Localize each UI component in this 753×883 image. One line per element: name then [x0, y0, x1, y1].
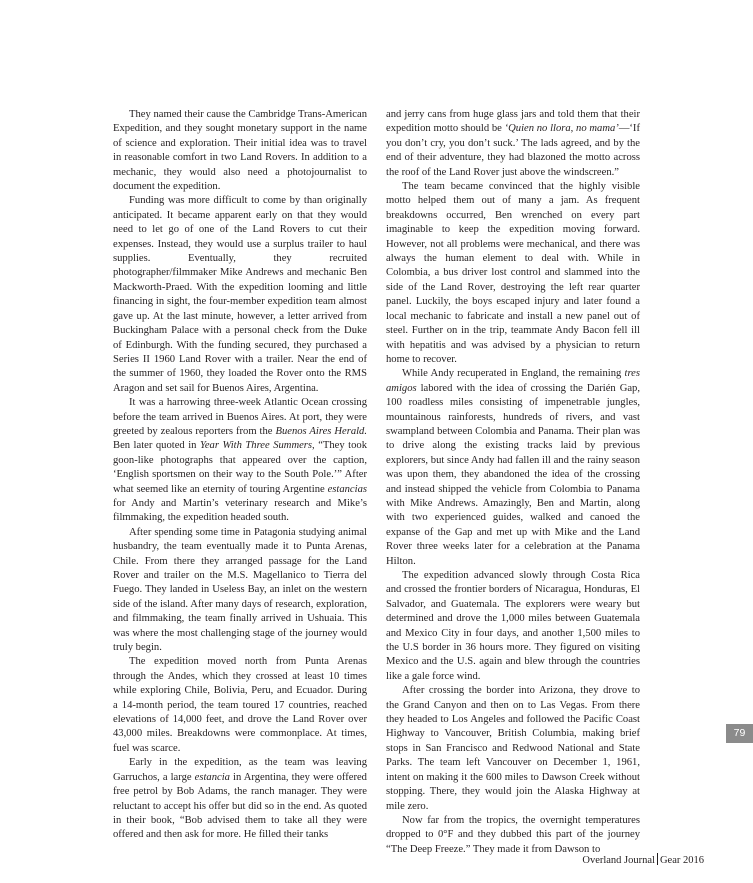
footer-divider: [657, 853, 658, 865]
paragraph-9: While Andy recuperated in England, the remaining tres amigos labored with the idea of crossing the Darién Gap, 100 roadless miles consisting of impenetrable jungles, mountainous rainforests, hundreds of rivers, and vast swampland between Colombia and Panama. Their plan was to drive along the existing tracks laid by previous explorers, but since Andy had fallen ill and the rainy season was upon them, they abandoned the idea of the crossing and instead shipped the vehicle from Colombia to Panama with Mike Andrews. Amazingly, Ben and Martin, along with two experienced guides, walked and canoed the expanse of the Gap and met up with Mike and the Land Rover three weeks later for a celebration at the Panama Hilton.: [386, 368, 640, 567]
motto: ‘Quien no llora, no mama’: [504, 123, 619, 135]
article-column-left: [113, 108, 367, 843]
publication-name: Overland Journal: [582, 855, 655, 866]
paragraph-4: After spending some time in Patagonia studying animal husbandry, the team eventually made it to Punta Arenas, Chile. From there they arranged passage for the Land Rover and trailer on the M.S. Magellanico to Tierra del Fuego. They landed in Useless Bay, an inlet on the western side of the island. After many days of research, exploration, and filmmaking, the team finally arrived in Ushuaia. This was where the most challenging stage of the journey would truly begin.: [113, 526, 367, 654]
paragraph-12: Now far from the tropics, the overnight temperatures dropped to 0°F and they dubbed this part of the journey “The Deep Freeze.” They made it from Dawson to: [386, 814, 640, 855]
paragraph-2: Funding was more difficult to come by than originally anticipated. It became apparent early on that they would need to let go of one of the Land Rovers to cut their expenses. Instead, they would use a surplus trailer to haul supplies. Eventually, they recruited photographer/filmmaker Mike Andrews and mechanic Ben Mackworth-Praed. With the expedition looming and little financing in sight, the four-member expedition team almost gave up. At the last minute, however, a letter arrived from Buckingham Palace with a personal check from the Duke of Edinburgh. With the funding secured, they purchased a Series II 1960 Land Rover with a trailer. Near the end of the summer of 1960, they loaded the Rover onto the RMS Aragon and set sail for Buenos Aires, Argentina.: [113, 195, 367, 394]
paragraph-6: Early in the expedition, as the team was leaving Garruchos, a large estancia in Argentina, they were offered free petrol by Bob Adams, the ranch manager. They were reluctant to accept his offer but did so in the end. As quoted in their book, “Bob advised them to take all they were offered and then ask for more. He filled their tanks: [113, 757, 367, 841]
paragraph-3: It was a harrowing three-week Atlantic Ocean crossing before the team arrived in Buenos Aires. At port, they were greeted by zealous reporters from the Buenos Aires Herald. Ben later quoted in Year With Three Summers, “They took goon-like photographs that appeared over the caption, ‘English sportsmen on their way to the South Pole.’” After what seemed like an eternity of touring Argentine estancias for Andy and Martin’s veterinary research and Mike’s filmmaking, the expedition headed south.: [113, 397, 368, 524]
paragraph-5: The expedition moved north from Punta Arenas through the Andes, which they crossed at least 10 times while exploring Chile, Bolivia, Peru, and Ecuador. During a 14-month period, the team toured 17 countries, reached elevations of 14,000 feet, and drove the Land Rover over 43,000 miles. Breakdowns were commonplace. At times, fuel was scarce.: [113, 656, 367, 754]
paragraph-8: The team became convinced that the highly visible motto helped them out of many a jam. As frequent breakdowns occurred, Ben wrenched on every part imaginable to keep the expedition moving forward. However, not all problems were mechanical, and there was always the human element to deal with. While in Colombia, a bus driver lost control and slammed into the side of the Land Rover, destroying the left rear quarter panel. Luckily, the boys escaped injury and later found a local mechanic to fabricate and install a new panel out of steel. Further on in the trip, teammate Andy Bacon fell ill with hepatitis and was advised by a physician to return home to recover.: [386, 181, 640, 365]
paragraph-10: The expedition advanced slowly through Costa Rica and crossed the frontier borders of Nicaragua, Honduras, El Salvador, and Guatemala. The explorers were weary but determined and drove the 1,000 miles between Guatemala and Mexico City in four days, and another 1,500 miles to the U.S border in 36 hours more. They figured on visiting Mexico and the U.S. again and blew through the countries like a gale force wind.: [386, 570, 640, 682]
paragraph-7: and jerry cans from huge glass jars and told them that their expedition motto should be ‘Quien no llora, no mama’—‘If you don’t cry, you don’t suck.’ The lads agreed, and by the end of their adventure, they had blazoned the motto across the roof of the Land Rover just above the windscreen.”: [386, 109, 640, 178]
page-number-tab: 79: [726, 724, 753, 743]
article-column-right: [386, 108, 640, 857]
page-footer: [582, 853, 704, 868]
paragraph-11: After crossing the border into Arizona, they drove to the Grand Canyon and then on to Las Vegas. From there they headed to Los Angeles and followed the Pacific Coast Highway to Vancouver, British Columbia, making brief stops in San Francisco and Redwood National and State Parks. The team left Vancouver on December 1, 1961, intent on making it the 600 miles to Dawson Creek without stopping. There, they would join the Alaska Highway at mile zero.: [386, 685, 640, 812]
paragraph-1: They named their cause the Cambridge Trans-American Expedition, and they sought monetary support in the name of science and exploration. Their initial idea was to travel in reasonable comfort in two Land Rovers. In addition to a mechanic, they would also need a photojournalist to document the expedition.: [113, 109, 367, 193]
issue-name: Gear 2016: [659, 855, 704, 866]
book-title: Year With Three Summers,: [199, 440, 315, 452]
newspaper-title: Buenos Aires Herald.: [275, 425, 368, 437]
